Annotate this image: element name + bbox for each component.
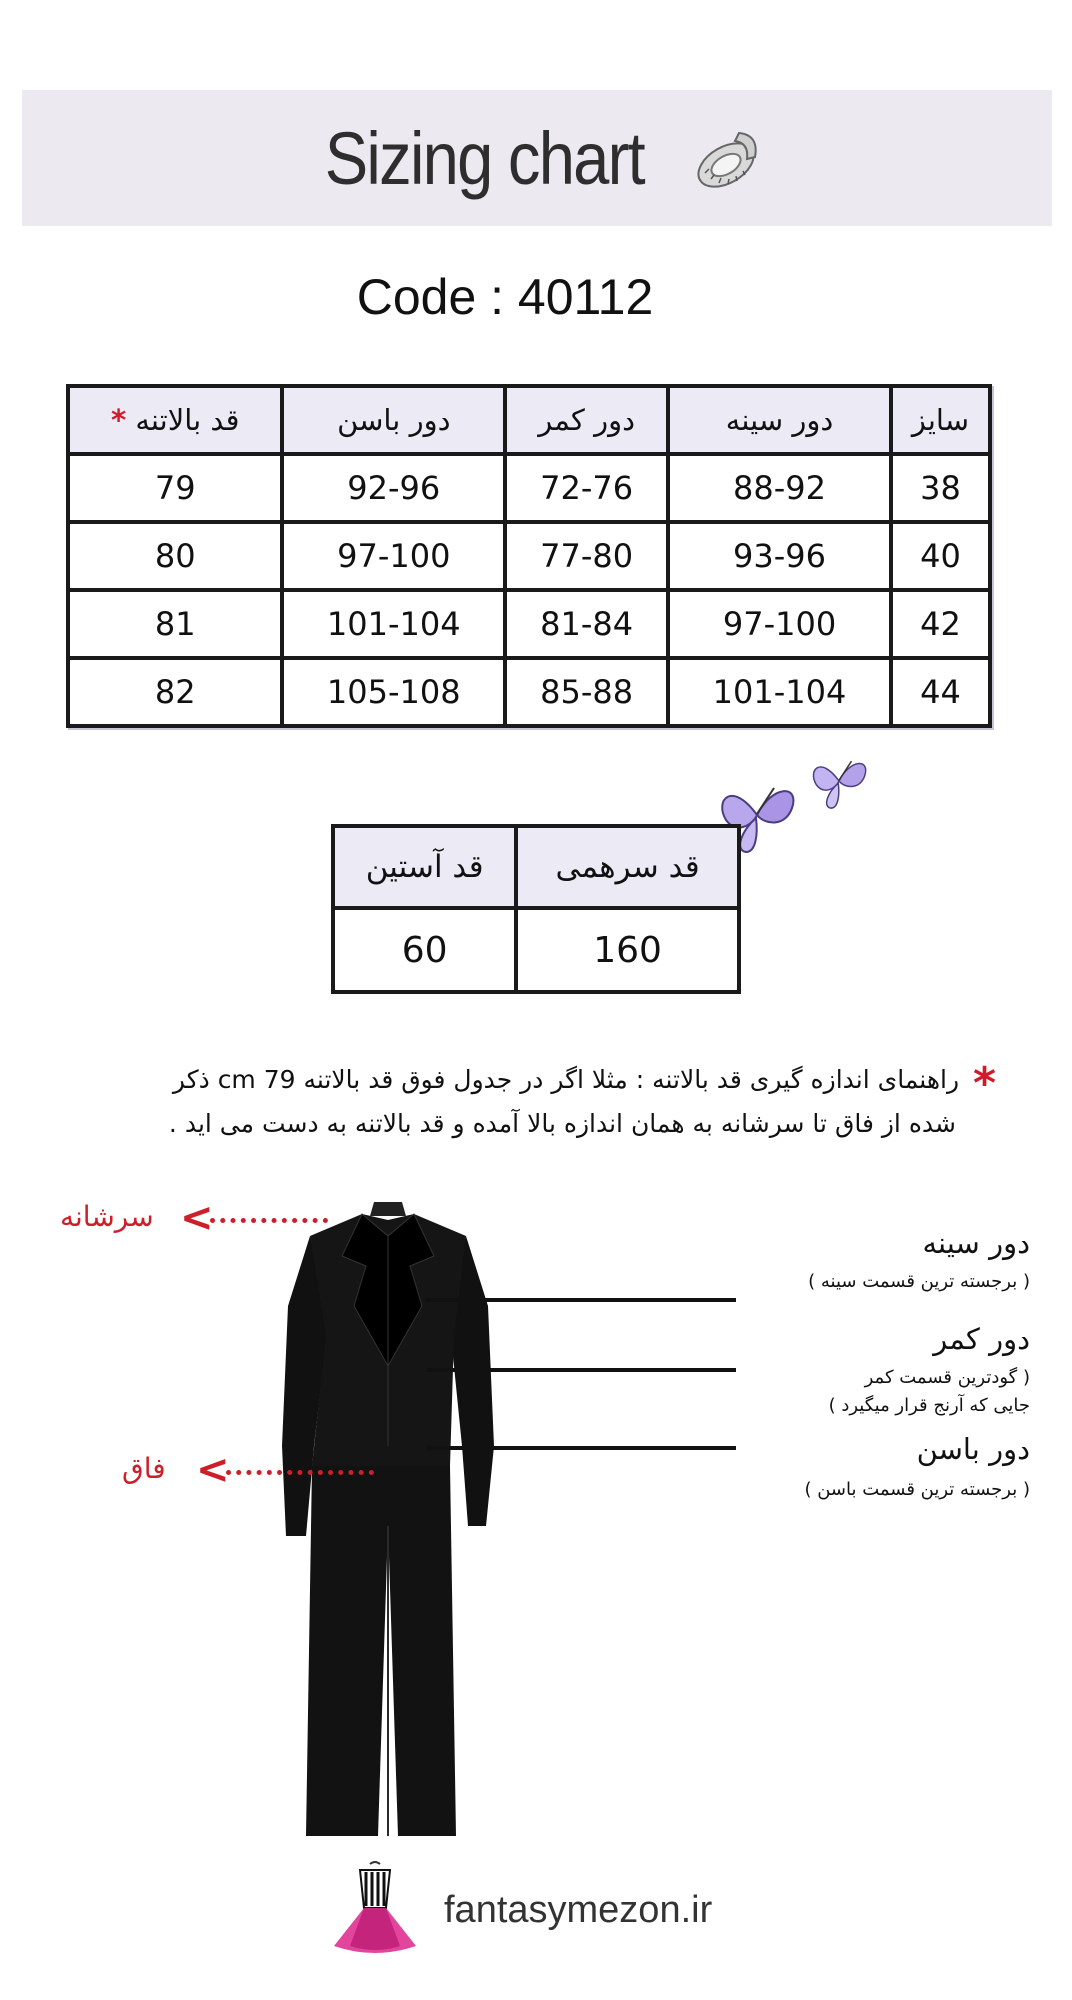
cell-hip: 92-96 (282, 454, 505, 522)
cell-jumpsuit: 160 (516, 908, 739, 992)
cell-chest: 97-100 (668, 590, 891, 658)
table-row (68, 590, 990, 658)
product-code: Code : 40112 (356, 269, 654, 325)
table-row (333, 908, 739, 992)
measurement-note (56, 1060, 996, 1144)
cell-torso: 82 (68, 658, 282, 726)
shoulder-label: سرشانه (60, 1200, 154, 1233)
table-row (68, 522, 990, 590)
arrow-left-icon: < (196, 1447, 230, 1493)
cell-hip: 97-100 (282, 522, 505, 590)
dress-logo-icon (330, 1860, 420, 1960)
cell-chest: 88-92 (668, 454, 891, 522)
cell-size: 44 (891, 658, 990, 726)
table-row (68, 454, 990, 522)
cell-chest: 93-96 (668, 522, 891, 590)
cell-size: 40 (891, 522, 990, 590)
tape-measure-icon (681, 113, 771, 203)
waist-pointer-line (426, 1368, 736, 1372)
cell-waist: 81-84 (505, 590, 668, 658)
table-row (68, 658, 990, 726)
waist-description-2: جایی که آرنج قرار میگیرد ) (828, 1395, 1030, 1416)
note-line-1: راهنمای اندازه گیری قد بالاتنه : مثلا اگر در جدول فوق قد بالاتنه 79 cm ذکر (172, 1065, 960, 1094)
waist-title: دور کمر (933, 1322, 1030, 1356)
cell-size: 38 (891, 454, 990, 522)
site-url: fantasymezon.ir (444, 1888, 713, 1931)
waist-description-1: ( گودترین قسمت کمر (864, 1367, 1030, 1388)
length-table (331, 824, 741, 994)
hip-description: ( برجسته ترین قسمت باسن ) (804, 1479, 1030, 1500)
header-torso-length: * قد بالاتنه (68, 386, 282, 454)
header-chest: دور سینه (668, 386, 891, 454)
table-header-row (333, 826, 739, 908)
shoulder-pointer-line (210, 1218, 328, 1223)
header-hip: دور باسن (282, 386, 505, 454)
crotch-label: فاق (122, 1452, 166, 1485)
cell-waist: 72-76 (505, 454, 668, 522)
note-line-2: شده از فاق تا سرشانه به همان اندازه بالا آمده و قد بالاتنه به دست می اید . (168, 1109, 956, 1138)
header-jumpsuit-length: قد سرهمی (516, 826, 739, 908)
star-mark: * (110, 403, 127, 437)
title-banner (22, 90, 1052, 226)
jumpsuit-illustration (270, 1196, 510, 1846)
cell-hip: 105-108 (282, 658, 505, 726)
cell-chest: 101-104 (668, 658, 891, 726)
hip-pointer-line (426, 1446, 736, 1450)
cell-waist: 85-88 (505, 658, 668, 726)
chest-pointer-line (426, 1298, 736, 1302)
crotch-pointer-line (226, 1470, 374, 1475)
chest-title: دور سینه (922, 1226, 1030, 1260)
table-header-row (68, 386, 990, 454)
cell-torso: 80 (68, 522, 282, 590)
cell-torso: 81 (68, 590, 282, 658)
butterfly-icon (806, 748, 872, 814)
hip-title: دور باسن (916, 1432, 1030, 1466)
chart-title: Sizing chart (324, 116, 644, 200)
header-waist: دور کمر (505, 386, 668, 454)
header-sleeve-length: قد آستین (333, 826, 516, 908)
header-size: سایز (891, 386, 990, 454)
cell-torso: 79 (68, 454, 282, 522)
cell-sleeve: 60 (333, 908, 516, 992)
cell-size: 42 (891, 590, 990, 658)
arrow-left-icon: < (180, 1195, 214, 1241)
cell-waist: 77-80 (505, 522, 668, 590)
size-table (66, 384, 992, 728)
footer (330, 1860, 712, 1960)
cell-hip: 101-104 (282, 590, 505, 658)
star-mark: * (972, 1058, 996, 1109)
chest-description: ( برجسته ترین قسمت سینه ) (808, 1271, 1030, 1292)
